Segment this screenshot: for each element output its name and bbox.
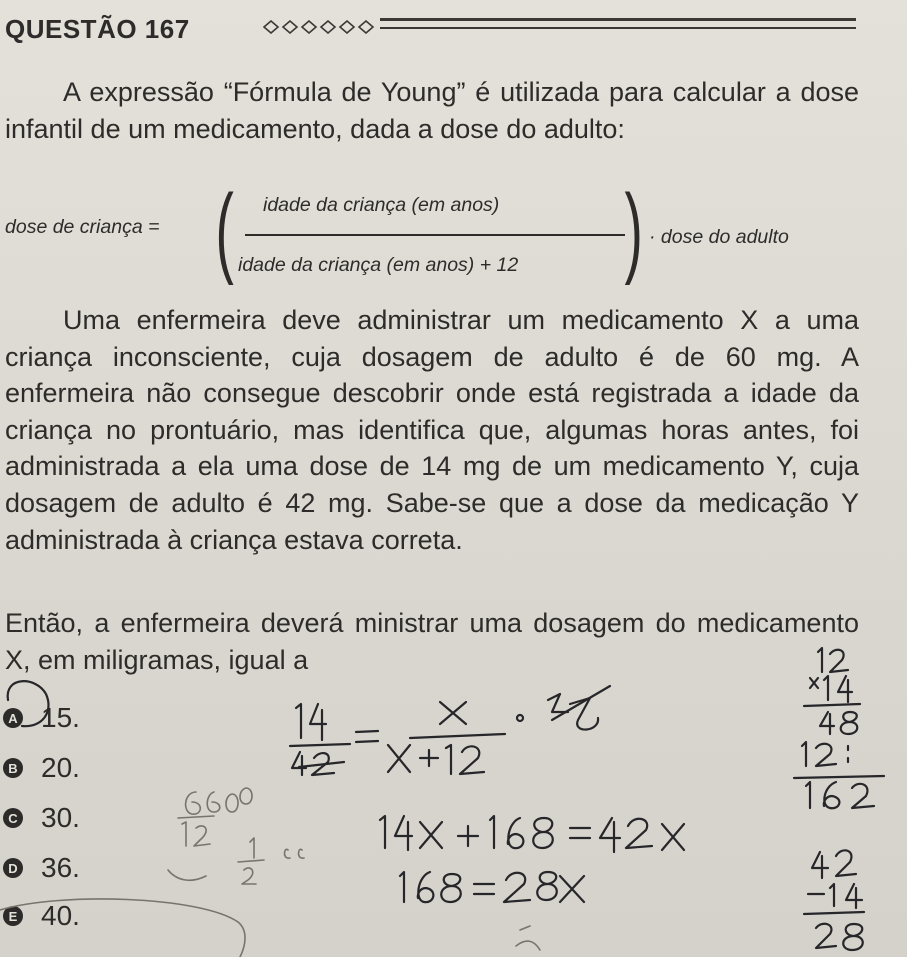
option-letter-badge: B bbox=[3, 758, 23, 778]
formula-rhs: · dose do adulto bbox=[649, 226, 789, 248]
left-paren-icon: ( bbox=[215, 174, 234, 286]
option-value: 30. bbox=[41, 802, 80, 833]
right-paren-icon: ) bbox=[624, 174, 643, 286]
option-letter-badge: E bbox=[3, 906, 23, 926]
option-letter-badge: D bbox=[3, 858, 23, 878]
question-text: Então, a enfermeira deverá ministrar uma dosagem do medicamento X, em miligramas, igual a bbox=[5, 608, 859, 675]
option-value: 20. bbox=[41, 752, 80, 783]
formula-numerator: idade da criança (em anos) bbox=[263, 194, 500, 216]
formula-denominator: idade da criança (em anos) + 12 bbox=[238, 254, 519, 276]
option-value: 40. bbox=[41, 900, 80, 931]
intro-text: A expressão “Fórmula de Young” é utilizada para calcular a dose infantil de um medicamento, dada a dose do adulto: bbox=[5, 77, 859, 144]
option-value: 15. bbox=[41, 702, 80, 733]
option-value: 36. bbox=[41, 852, 80, 883]
question-number: QUESTÃO 167 bbox=[5, 14, 190, 44]
formula-lhs: dose de criança = bbox=[5, 216, 160, 238]
problem-text: Uma enfermeira deve administrar um medicamento X a uma criança inconsciente, cuja dosagem de adulto é de 60 mg. A enfermeira não consegue descobrir onde está registrada a idade da criança no prontuário, mas identifica que, algumas horas antes, foi administrada a ela uma dose de 14 mg de um medicamento Y, cuja dosagem de adulto é 42 mg. Sabe-se que a dose da medicação Y administrada à criança estava correta. bbox=[5, 305, 859, 555]
option-letter-badge: A bbox=[3, 708, 23, 728]
option-letter-badge: C bbox=[3, 808, 23, 828]
